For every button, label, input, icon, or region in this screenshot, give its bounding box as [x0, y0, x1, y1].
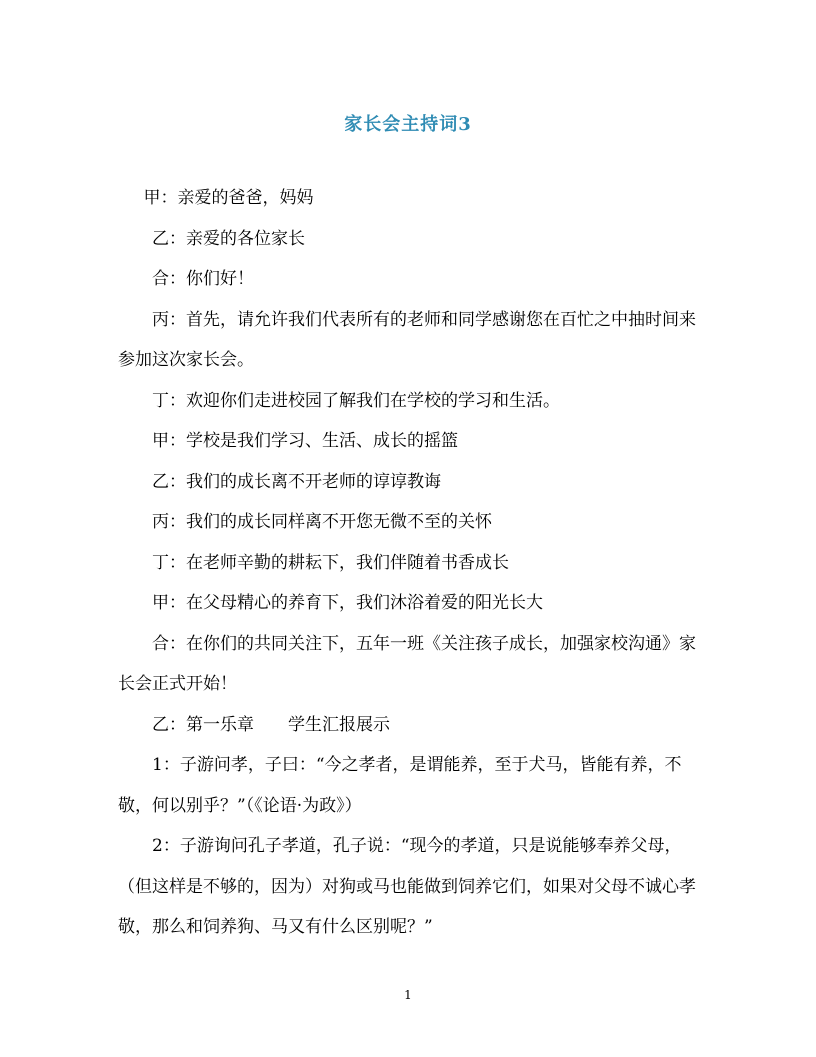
paragraph: 合：你们好！: [152, 269, 254, 289]
paragraph: 乙：我们的成长离不开老师的谆谆教诲: [152, 471, 441, 492]
paragraph: 甲：学校是我们学习、生活、成长的摇篮: [152, 431, 458, 451]
paragraph: 乙：第一乐章 学生汇报展示: [152, 714, 390, 735]
page-number: 1: [404, 988, 412, 1002]
paragraph: 甲：亲爱的爸爸，妈妈: [143, 188, 314, 208]
paragraph: 2：子游询问孔子孝道，孔子说：“现今的孝道，只是说能够奉养父母，（但这样是不够的，因为）对狗或马也能做到饲养它们，如果对父母不诚心孝敬，那么和饲养狗、马又有什么区别呢？”: [118, 836, 696, 937]
paragraph: 1：子游问孝，子曰：“今之孝者，是谓能养，至于犬马，皆能有养，不敬，何以别乎？”（《论语·为政》）: [118, 755, 682, 816]
paragraph: 丙：首先，请允许我们代表所有的老师和同学感谢您在百忙之中抽时间来参加这次家长会。: [118, 309, 696, 370]
paragraph: 丁：欢迎你们走进校园了解我们在学校的学习和生活。: [152, 390, 560, 411]
document-title: 家长会主持词3: [344, 114, 472, 135]
paragraph: 丁：在老师辛勤的耕耘下，我们伴随着书香成长: [152, 552, 509, 573]
paragraph: 丙：我们的成长同样离不开您无微不至的关怀: [152, 512, 492, 532]
paragraph: 甲：在父母精心的养育下，我们沐浴着爱的阳光长大: [152, 593, 543, 613]
paragraph: 合：在你们的共同关注下，五年一班《关注孩子成长，加强家校沟通》家长会正式开始！: [118, 633, 696, 694]
document-body: [118, 178, 702, 948]
paragraph: 乙：亲爱的各位家长: [152, 228, 305, 249]
